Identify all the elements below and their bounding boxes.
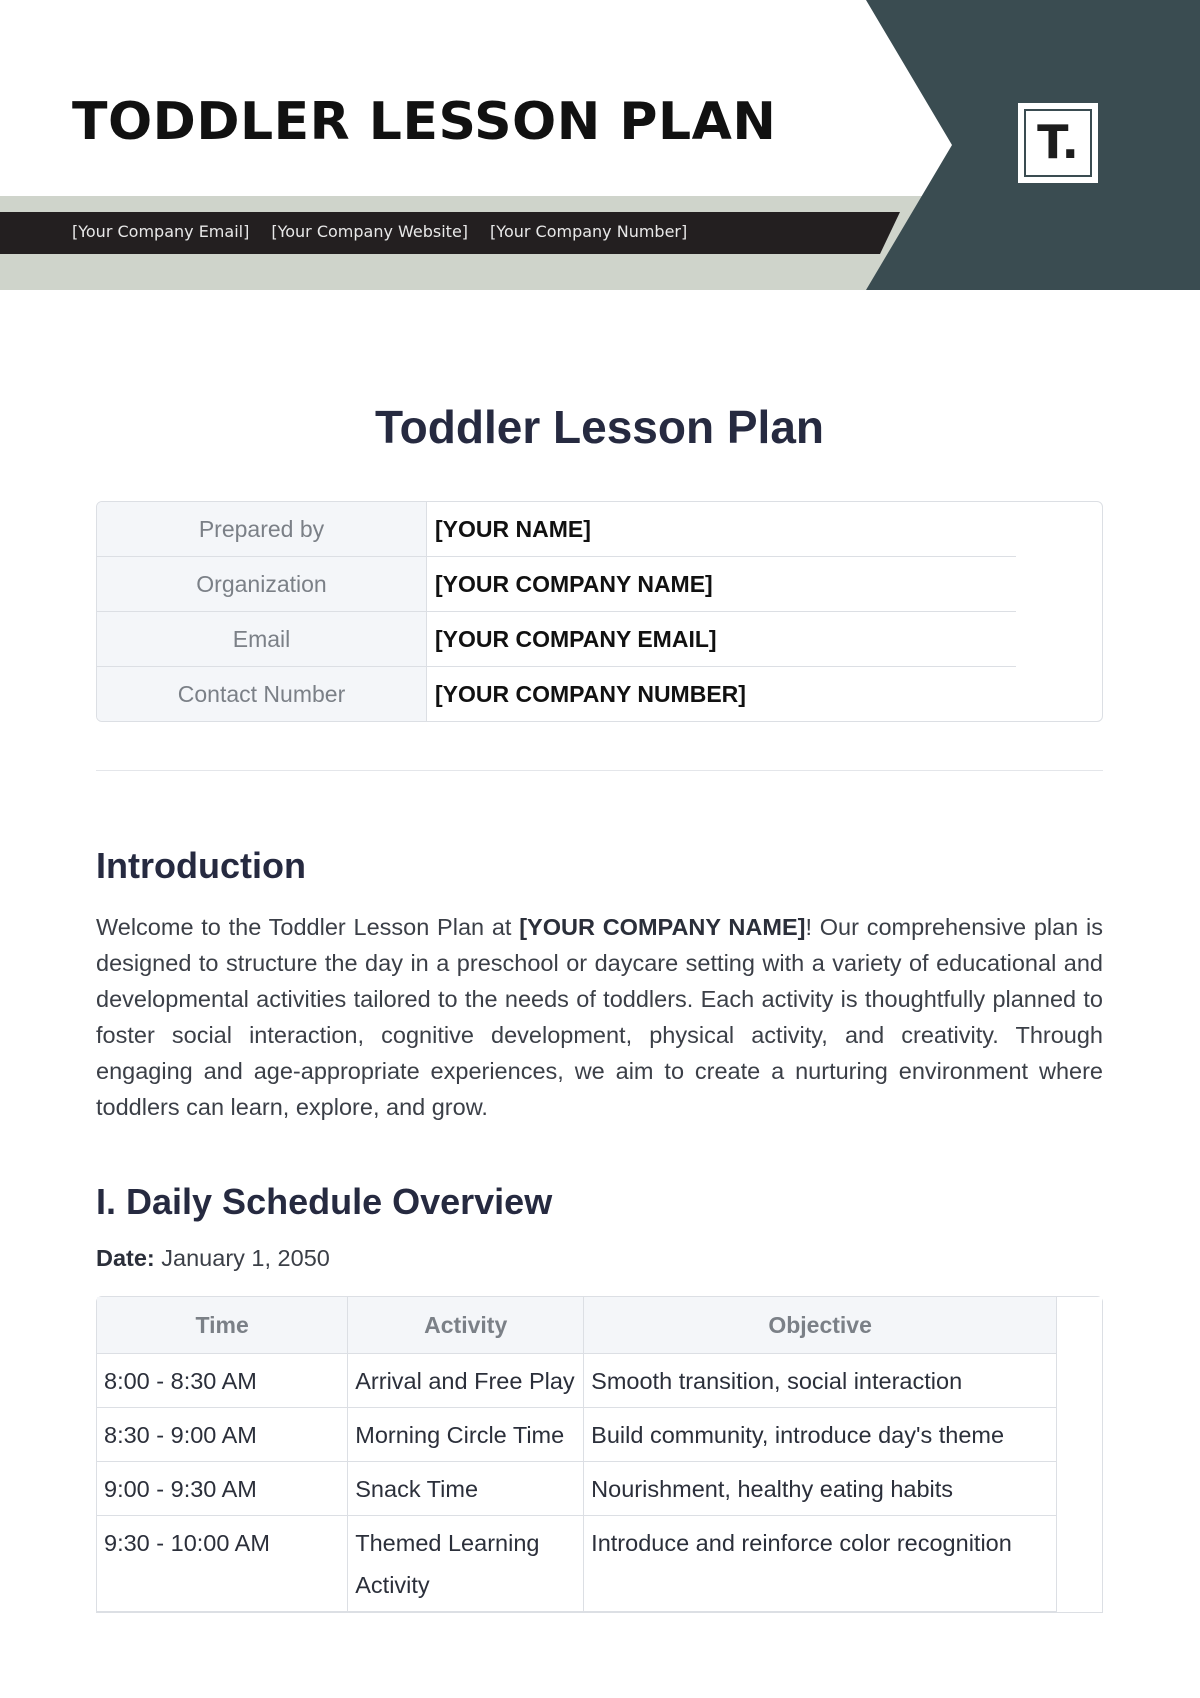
info-row <box>97 667 1102 721</box>
introduction-heading: Introduction <box>96 845 306 887</box>
column-header-objective: Objective <box>584 1297 1057 1354</box>
info-label: Organization <box>97 557 427 612</box>
company-website: [Your Company Website] <box>271 222 469 241</box>
brand-title: TODDLER LESSON PLAN <box>72 92 777 152</box>
info-label: Prepared by <box>97 502 427 557</box>
company-email: [Your Company Email] <box>72 222 250 241</box>
cell-time: 8:00 - 8:30 AM <box>97 1354 348 1408</box>
table-row <box>97 1408 1102 1462</box>
intro-text-start: Welcome to the Toddler Lesson Plan at <box>96 914 520 941</box>
schedule-table <box>96 1296 1103 1613</box>
table-header-row <box>97 1297 1102 1354</box>
cell-time: 9:30 - 10:00 AM <box>97 1516 348 1612</box>
table-gap <box>1057 1408 1102 1462</box>
intro-company-name: [YOUR COMPANY NAME] <box>519 914 806 941</box>
date-label: Date: <box>96 1245 155 1272</box>
schedule-heading: I. Daily Schedule Overview <box>96 1181 553 1223</box>
table-gap <box>1057 1462 1102 1516</box>
cell-activity: Themed Learning Activity <box>348 1516 584 1612</box>
cell-activity: Snack Time <box>348 1462 584 1516</box>
info-row <box>97 502 1102 557</box>
company-logo <box>1018 103 1098 183</box>
cell-time: 9:00 - 9:30 AM <box>97 1462 348 1516</box>
header-banner <box>0 0 1200 292</box>
cell-activity: Morning Circle Time <box>348 1408 584 1462</box>
cell-time: 8:30 - 9:00 AM <box>97 1408 348 1462</box>
logo-letter: T. <box>1037 115 1079 169</box>
info-label: Contact Number <box>97 667 427 721</box>
contact-strip <box>72 218 687 246</box>
cell-objective: Build community, introduce day's theme <box>584 1408 1057 1462</box>
document-title: Toddler Lesson Plan <box>375 401 824 453</box>
info-pad <box>1016 502 1102 557</box>
table-gap <box>1057 1354 1102 1408</box>
info-value: [YOUR NAME] <box>427 502 1016 557</box>
column-header-activity: Activity <box>348 1297 584 1354</box>
info-table <box>96 501 1103 722</box>
info-pad <box>1016 557 1102 612</box>
introduction-paragraph <box>96 909 1103 1125</box>
info-row <box>97 612 1102 667</box>
company-number: [Your Company Number] <box>490 222 688 241</box>
cell-objective: Smooth transition, social interaction <box>584 1354 1057 1408</box>
info-value: [YOUR COMPANY NUMBER] <box>435 680 746 707</box>
schedule-date <box>96 1245 1103 1272</box>
table-row <box>97 1354 1102 1408</box>
section-divider <box>96 770 1103 771</box>
table-row <box>97 1516 1102 1612</box>
cell-objective: Introduce and reinforce color recognition <box>584 1516 1057 1612</box>
info-value: [YOUR COMPANY EMAIL] <box>427 612 1016 667</box>
table-gap <box>1057 1297 1102 1354</box>
cell-objective: Nourishment, healthy eating habits <box>584 1462 1057 1516</box>
info-pad <box>1016 667 1102 721</box>
date-value: January 1, 2050 <box>154 1245 330 1272</box>
cell-activity: Arrival and Free Play <box>348 1354 584 1408</box>
info-pad <box>1016 612 1102 667</box>
intro-text-end: ! Our comprehensive plan is designed to structure the day in a preschool or daycare setting with a variety of educational and developmental activities tailored to the needs of toddlers. Each activity is thoughtfully planned to foster social interaction, cognitive development, physical activity, and creativity. Through engaging and age-appropriate experiences, we aim to create a nurturing environment where toddlers can learn, explore, and grow. <box>96 914 1103 1121</box>
info-label: Email <box>97 612 427 667</box>
document-body <box>96 400 1103 1613</box>
column-header-time: Time <box>97 1297 348 1354</box>
table-gap <box>1057 1516 1102 1612</box>
info-value: [YOUR COMPANY NAME] <box>427 557 1016 612</box>
table-row <box>97 1462 1102 1516</box>
info-row <box>97 557 1102 612</box>
